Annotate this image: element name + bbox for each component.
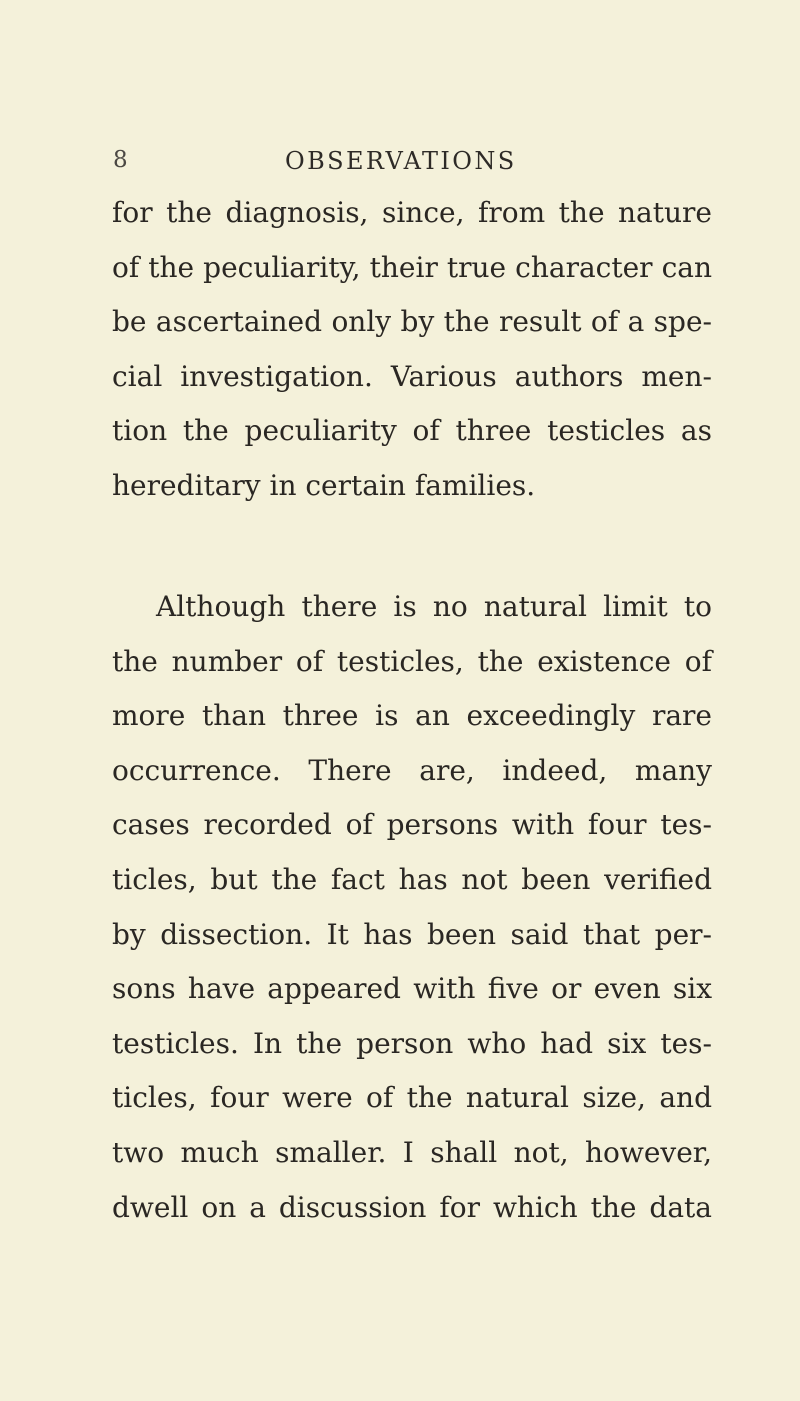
text-line: two much smaller. I shall not, however, xyxy=(112,1135,712,1169)
text-line: by dissection. It has been said that per- xyxy=(112,917,712,951)
text-line: occurrence. There are, indeed, many xyxy=(112,753,712,787)
paragraph-2 xyxy=(112,580,712,1235)
text-line: for the diagnosis, since, from the nature xyxy=(112,196,712,229)
text-line: dwell on a discussion for which the data xyxy=(112,1190,712,1224)
text-line: be ascertained only by the result of a spe- xyxy=(112,305,712,339)
text-line: cases recorded of persons with four tes- xyxy=(112,808,712,842)
running-head: OBSERVATIONS xyxy=(285,147,517,175)
text-line: testicles. In the person who had six tes- xyxy=(112,1026,712,1060)
text-line: hereditary in certain families. xyxy=(112,468,536,502)
text-line: ticles, four were of the natural size, and xyxy=(112,1081,712,1115)
page-number: 8 xyxy=(113,147,128,173)
paragraph-1 xyxy=(112,186,712,514)
page-header xyxy=(0,145,800,185)
text-line: ticles, but the fact has not been verified xyxy=(112,862,712,896)
text-line: Although there is no natural limit to xyxy=(156,590,712,623)
text-line: cial investigation. Various authors men- xyxy=(112,359,712,393)
text-line: of the peculiarity, their true character can xyxy=(112,250,712,284)
text-line: the number of testicles, the existence of xyxy=(112,644,712,678)
text-line: tion the peculiarity of three testicles as xyxy=(112,414,712,448)
text-line: sons have appeared with five or even six xyxy=(112,972,712,1006)
text-line: more than three is an exceedingly rare xyxy=(112,699,712,733)
